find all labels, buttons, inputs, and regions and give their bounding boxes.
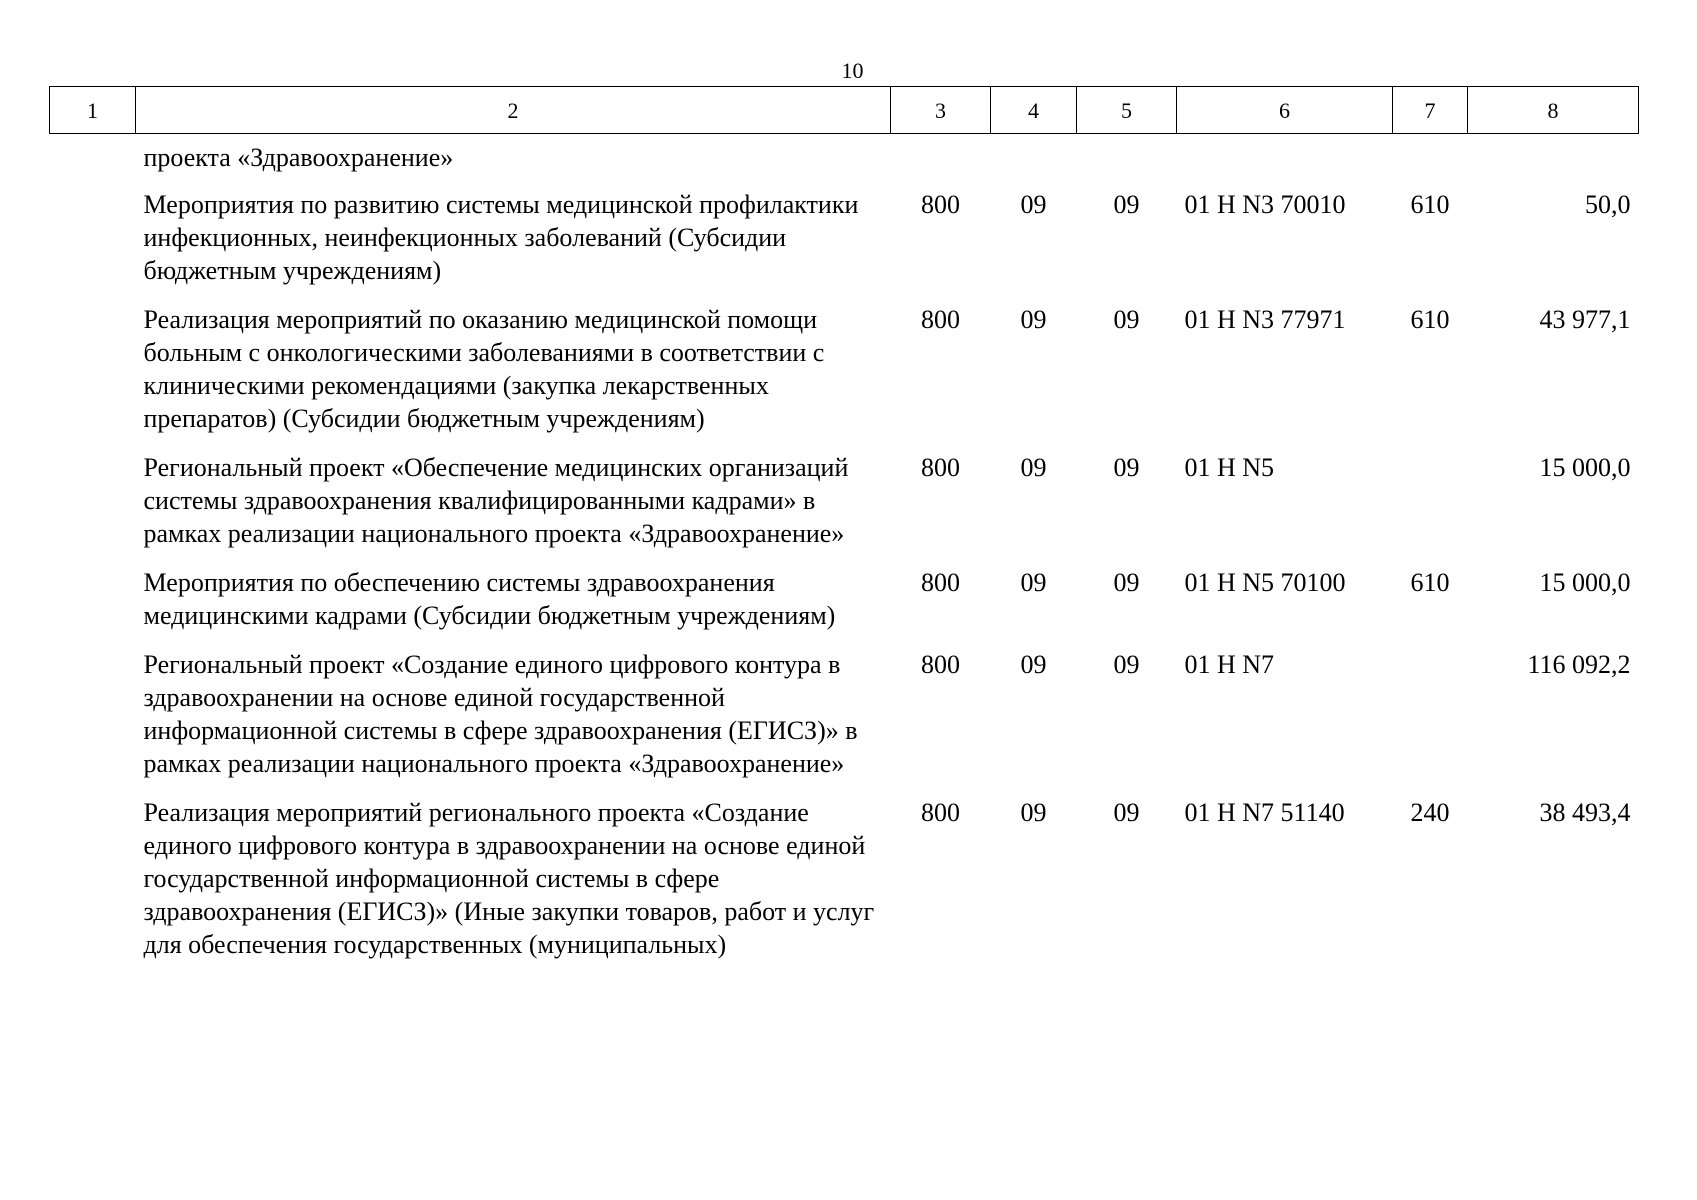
table-row: [50, 796, 1639, 977]
row-vr: 610: [1410, 305, 1450, 334]
column-header-8: 8: [1468, 87, 1639, 134]
table-row: [50, 134, 1639, 189]
row-gr: 800: [921, 798, 960, 827]
row-vr: 240: [1410, 798, 1450, 827]
row-pr: 09: [1113, 190, 1140, 219]
row-rz: 09: [1020, 453, 1047, 482]
row-rz: 09: [1020, 650, 1047, 679]
row-pr: 09: [1113, 798, 1140, 827]
column-header-2: 2: [136, 87, 891, 134]
row-csr: 01 Н N5: [1184, 453, 1275, 482]
row-pr: 09: [1113, 650, 1140, 679]
column-header-6: 6: [1177, 87, 1393, 134]
row-rz: 09: [1020, 798, 1047, 827]
row-rz: [991, 134, 1077, 189]
row-name: Мероприятия по развитию системы медицинской профилактики инфекционных, неинфекционных заболеваний (Субсидии бюджетным учреждениям): [143, 190, 859, 285]
row-pr: 09: [1113, 453, 1140, 482]
row-csr: 01 Н N7: [1184, 650, 1275, 679]
row-csr: [1177, 134, 1393, 189]
row-name: Региональный проект «Обеспечение медицинских организаций системы здравоохранения квалифицированными кадрами» в рамках реализации национального проекта «Здравоохранение»: [143, 453, 849, 548]
row-gr: 800: [921, 650, 960, 679]
table-row: [50, 648, 1639, 796]
row-amount: 43 977,1: [1539, 305, 1631, 334]
row-amount: 116 092,2: [1527, 650, 1631, 679]
row-amount: 15 000,0: [1539, 568, 1631, 597]
row-name: проекта «Здравоохранение»: [143, 143, 454, 172]
row-pr: 09: [1113, 568, 1140, 597]
table-header-row: [50, 87, 1639, 134]
row-gr: 800: [921, 190, 960, 219]
row-csr: 01 Н N5 70100: [1184, 568, 1346, 597]
row-csr: 01 Н N3 70010: [1184, 190, 1346, 219]
row-vr: 610: [1410, 190, 1450, 219]
row-vr: [1393, 451, 1468, 566]
row-csr: 01 Н N7 51140: [1184, 798, 1345, 827]
page-number: 10: [841, 58, 864, 83]
column-header-3: 3: [891, 87, 991, 134]
table-row: [50, 303, 1639, 451]
budget-table: [49, 86, 1639, 977]
row-gr: 800: [921, 453, 960, 482]
row-vr: 610: [1410, 568, 1450, 597]
row-csr: 01 Н N3 77971: [1184, 305, 1346, 334]
row-name: Реализация мероприятий по оказанию медицинской помощи больным с онкологическими заболеваниями в соответствии с клиническими рекомендациями (закупка лекарственных препаратов) (Субсидии бюджетным учреждениям): [143, 305, 825, 433]
row-amount: 15 000,0: [1539, 453, 1631, 482]
column-header-5: 5: [1077, 87, 1177, 134]
row-rz: 09: [1020, 305, 1047, 334]
column-header-4: 4: [991, 87, 1077, 134]
column-header-7: 7: [1393, 87, 1468, 134]
row-amount: 50,0: [1585, 190, 1631, 219]
column-header-1: 1: [50, 87, 136, 134]
row-amount: 38 493,4: [1539, 798, 1631, 827]
row-amount: [1468, 134, 1639, 189]
row-name: Реализация мероприятий регионального проекта «Создание единого цифрового контура в здравоохранении на основе единой государственной информационной системы в сфере здравоохранения (ЕГИСЗ)» (Иные закупки товаров, работ и услуг для обеспечения государственных (муниципальных): [143, 798, 875, 959]
row-gr: 800: [921, 568, 960, 597]
row-rz: 09: [1020, 568, 1047, 597]
row-name: Мероприятия по обеспечению системы здравоохранения медицинскими кадрами (Субсидии бюджетным учреждениям): [143, 568, 836, 630]
table-row: [50, 566, 1639, 648]
row-gr: 800: [921, 305, 960, 334]
row-name: Региональный проект «Создание единого цифрового контура в здравоохранении на основе единой государственной информационной системы в сфере здравоохранения (ЕГИСЗ)» в рамках реализации национального проекта «Здравоохранение»: [143, 650, 858, 778]
table-row: [50, 451, 1639, 566]
row-vr: [1393, 648, 1468, 796]
table-row: [50, 188, 1639, 303]
row-gr: [891, 134, 991, 189]
row-pr: [1077, 134, 1177, 189]
row-rz: 09: [1020, 190, 1047, 219]
row-pr: 09: [1113, 305, 1140, 334]
row-vr: [1393, 134, 1468, 189]
